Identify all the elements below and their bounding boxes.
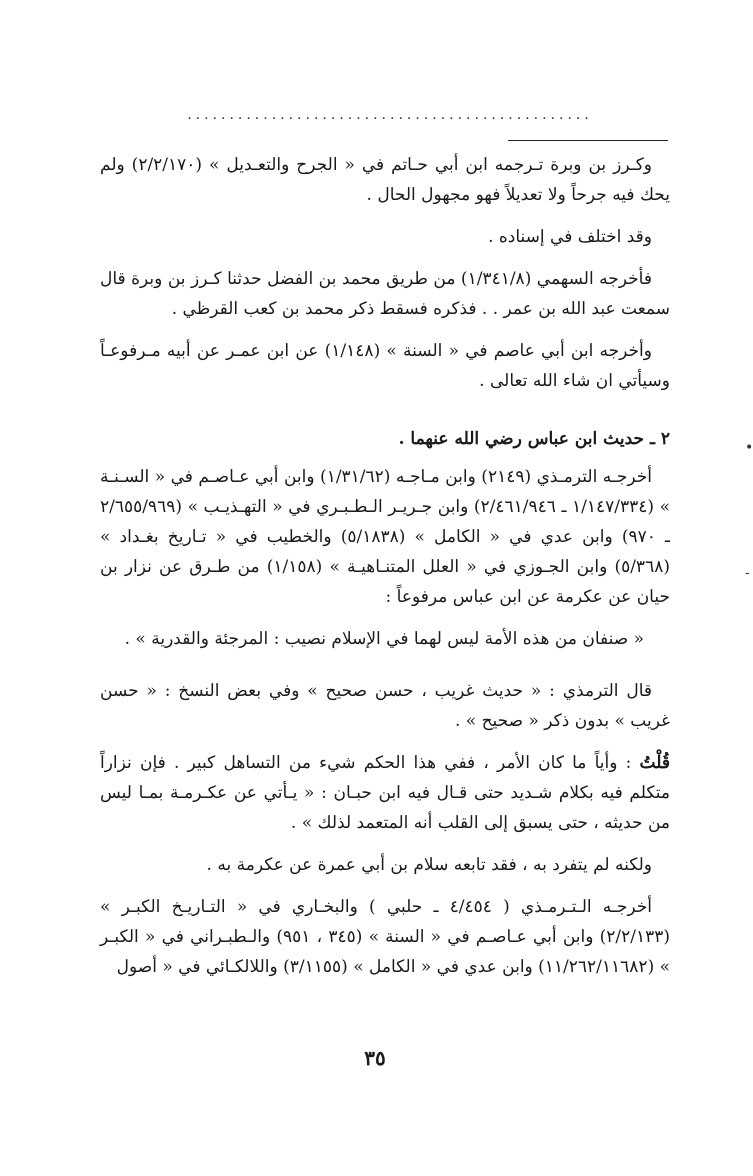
paragraph: ولكنه لم يتفرد به ، فقد تابعه سلام بن أبي عمرة عن عكرمة به . [206, 855, 652, 875]
header-dots: ................................................ [187, 107, 593, 123]
margin-mark: - [745, 565, 750, 581]
section-heading: ٢ ـ حديث ابن عباس رضي الله عنهما . [398, 429, 670, 449]
paragraph: أخرجـه الـتـرمـذي ( ٤/٤٥٤ ـ حلبي ) والبخـاري في « التـاريـخ الكبـر » (٢/٢/١٣٣) وابن أبي عـاصـم في « السنة » (٣٤٥ ، ٩٥١) والـطبـراني في « الكبـر » (١١/٢٦٢/١١٦٨٢) وابن عدي في « الكامل » (٣/١١٥٥) واللالكـائي في « أصول [100, 897, 670, 977]
paragraph: قال الترمذي : « حديث غريب ، حسن صحيح » وفي بعض النسخ : « حسن غريب » بدون ذكر « صحيح » . [100, 681, 670, 731]
page-number: ٣٥ [364, 1046, 386, 1070]
paragraph: فأخرجه السهمي (١/٣٤١/٨) من طريق محمد بن الفضل حدثنا كـرز بن وبرة قال سمعت عبد الله بن عمر . . فذكره فسقط ذكر محمد بن كعب القرظي . [100, 269, 670, 319]
hadith-quote: « صنفان من هذه الأمة ليس لهما في الإسلام نصيب : المرجئة والقدرية » . [124, 629, 644, 649]
paragraph: أخرجـه الترمـذي (٢١٤٩) وابن مـاجـه (١/٣١/٦٢) وابن أبي عـاصـم في « السـنـة » (١/١٤٧/٣٣٤ ـ ٢/٤٦١/٩٤٦) وابن جـريـر الـطـبـري في « التهـذيـب » (٢/٦٥٥/٩٦٩ ـ ٩٧٠) وابن عدي في « الكامل » (٥/١٨٣٨) والخطيب في « تـاريخ بغـداد » (٥/٣٦٨) وابن الجـوزي في « العلل المتنـاهيـة » (١/١٥٨) من طـرق عن نزار بن حيان عن عكرمة عن ابن عباس مرفوعاً : [100, 467, 671, 607]
qult-label: قُلْتُ [639, 753, 670, 773]
paragraph: وقد اختلف في إسناده . [488, 227, 652, 247]
qult-text: : وأياً ما كان الأمر ، ففي هذا الحكم شيء من التساهل كبير . فإن نزاراً متكلم فيه بكلام شـديد حتى قـال فيه ابن حبـان : « يـأتي عن عكـرمـة بمـا ليس من حديثه ، حتى يسبق إلى القلب أنه المتعمد لذلك » . [100, 753, 670, 833]
footnote-rule [508, 140, 668, 141]
paragraph: وكـرز بن وبرة تـرجمه ابن أبي حـاتم في « الجرح والتعـديل » (٢/٢/١٧٠) ولم يحك فيه جرحاً ولا تعديلاً فهو مجهول الحال . [100, 155, 670, 205]
paragraph: وأخرجه ابن أبي عاصم في « السنة » (١/١٤٨) عن ابن عمـر عن أبيه مـرفوعـاً وسيأتي ان شاء الله تعالى . [100, 341, 670, 391]
margin-mark: • [745, 440, 753, 456]
body-text [100, 150, 670, 994]
qult-paragraph [100, 748, 670, 838]
